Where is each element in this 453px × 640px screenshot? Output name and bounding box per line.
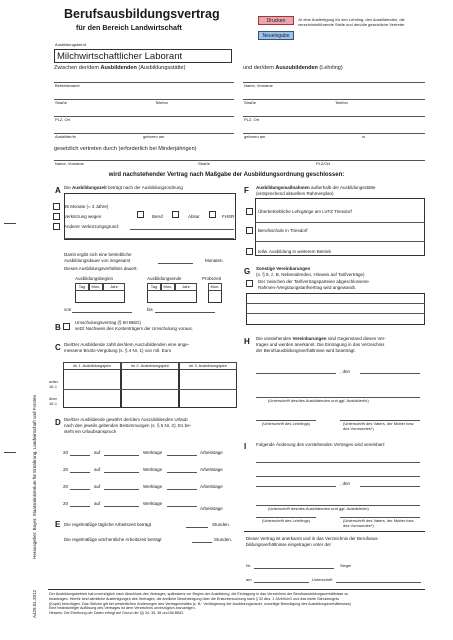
publisher-note: Herausgeber: Bayer. Staatsministerium für Ernährung, Landwirtschaft und Forsten bbox=[32, 395, 37, 559]
register-divider bbox=[244, 531, 425, 532]
postcode-label: PLZ, Ort bbox=[55, 117, 71, 122]
workdays-label: Werktage bbox=[143, 484, 163, 489]
section-i-letter: I bbox=[244, 442, 247, 451]
date-label: , den bbox=[340, 481, 351, 486]
workdays-label: Werktage bbox=[143, 501, 163, 506]
duration-field[interactable] bbox=[158, 263, 193, 264]
abitur-label: Abitur bbox=[188, 214, 200, 219]
register-number-label: Nr. bbox=[246, 563, 252, 568]
on-label: auf bbox=[94, 501, 101, 506]
date-field[interactable] bbox=[360, 373, 420, 374]
postcode-label: PLZ, Ort bbox=[244, 117, 260, 122]
retraining-checkbox[interactable] bbox=[63, 323, 70, 330]
school-label: Berufsschule in Triesdorf bbox=[258, 228, 308, 233]
year3-header: im 3. Ausbildungsjahr bbox=[179, 362, 237, 370]
total-duration-text: Damit ergibt sich eine betriebliche bbox=[64, 252, 132, 257]
days-field[interactable] bbox=[167, 506, 197, 507]
phone-label: Telefon bbox=[155, 100, 168, 105]
workingdays-label: Arbeitstage bbox=[200, 506, 223, 511]
year1-header: im 1. Ausbildungsjahr bbox=[63, 362, 121, 370]
guardian-name-label: Name, Vorname bbox=[55, 161, 84, 166]
copies-note: Je eine Ausfertigung für den Lehrling, den Ausbildenden, die verzeichnisführende Stelle und den/die gesetzliche Vertreter bbox=[298, 17, 405, 27]
on-label: auf bbox=[94, 450, 101, 455]
date-field[interactable] bbox=[360, 486, 420, 487]
acknowledgement-text: trages und werden anerkannt. Die Eintragung in das Verzeichnis bbox=[256, 342, 385, 347]
field-line bbox=[246, 303, 425, 304]
register-date-label: am bbox=[246, 577, 252, 582]
section-a-letter: A bbox=[55, 186, 61, 195]
over16-label: über 16 J. bbox=[49, 396, 58, 406]
fold-mark bbox=[4, 452, 16, 453]
field-line[interactable] bbox=[64, 238, 234, 239]
other-company-label: teilw. Ausbildung in weiterem Betrieb bbox=[258, 249, 332, 254]
trainer-heading: Zwischen der/dem Ausbildenden (Ausbildungsstätte) bbox=[54, 65, 186, 71]
seal-label: Siegel bbox=[340, 563, 352, 568]
on-label: auf bbox=[94, 467, 101, 472]
start-month-cell[interactable]: Mon. bbox=[89, 283, 103, 291]
hours-unit: Stunden. bbox=[214, 537, 233, 542]
under16-label: unter 16 J. bbox=[49, 379, 59, 389]
place-field[interactable] bbox=[256, 486, 336, 487]
end-date-field[interactable] bbox=[147, 291, 197, 303]
street-label: Straße bbox=[55, 100, 68, 105]
days-field[interactable] bbox=[167, 472, 197, 473]
from-field[interactable] bbox=[72, 312, 132, 313]
other-agreements-text: (s. § 9, z. B. Nebenabreden, Hinweis auf Tarifverträge) bbox=[256, 272, 365, 277]
field-line[interactable] bbox=[54, 116, 234, 117]
other-agreements-title: Sonstige Vereinbarungen bbox=[256, 266, 311, 271]
holiday-text: steht ein Urlaubsanspruch bbox=[64, 429, 117, 434]
date-label: , den bbox=[340, 369, 351, 374]
other-reason-field[interactable] bbox=[130, 229, 234, 230]
days-field[interactable] bbox=[167, 489, 197, 490]
school-checkbox[interactable] bbox=[246, 227, 253, 234]
lvfz-label: Überbetriebliche Lehrgänge am LVFZ Triesdorf bbox=[258, 209, 352, 214]
year-field[interactable] bbox=[70, 472, 90, 473]
footer-line: Eine beabsichtigte Auflösung des Vertrages ist dem Verzeichnis unverzüglich anzuzeigen. bbox=[49, 606, 196, 611]
field-line bbox=[246, 313, 425, 314]
measures-box bbox=[255, 198, 425, 256]
form-subtitle: für den Bereich Landwirtschaft bbox=[76, 23, 182, 32]
guardian-postcode-label: PLZ/Ort bbox=[316, 161, 331, 166]
field-line bbox=[255, 241, 425, 242]
acknowledgement-text: der Berufsausbildungsverhältnisse wird beantragt. bbox=[256, 348, 356, 353]
end-year-cell[interactable]: Jahr bbox=[175, 283, 197, 291]
section-a-text: Die Ausbildungszeit beträgt nach der Ausbildungsordnung bbox=[64, 185, 183, 190]
measures-text: Ausbildungsmaßnahmen außerhalb der Ausbildungsstätte bbox=[256, 185, 376, 190]
fold-mark bbox=[4, 223, 16, 224]
trainer-signature-label: (Unterschrift des/des Ausbildenden und ggf. Ausbilder/in) bbox=[268, 398, 369, 403]
section-d-letter: D bbox=[55, 418, 61, 427]
parent-signature-label: (Unterschrift des Vaters, der Mutter bzw. des Vormundes*) bbox=[343, 421, 415, 431]
agreement-heading: wird nachstehender Vertrag nach Maßgabe der Ausbildungsordnung geschlossen: bbox=[108, 172, 345, 178]
place-field[interactable] bbox=[256, 373, 336, 374]
holiday-text: Die/Der Ausbildende gewährt der/dem Auszubildenden Urlaub bbox=[64, 417, 188, 422]
shortening-checkbox[interactable] bbox=[53, 213, 60, 220]
year2-header: im 2. Ausbildungsjahr bbox=[121, 362, 179, 370]
field-line bbox=[255, 222, 425, 223]
days-field[interactable] bbox=[104, 506, 139, 507]
probation-label: Probezeit bbox=[202, 276, 222, 281]
section-e-letter: E bbox=[55, 520, 61, 529]
other-reason-label: Anderer Verkürzungsgrund: bbox=[64, 224, 120, 229]
to-label: bis bbox=[147, 307, 153, 312]
acknowledgement-text: Die umstehenden Vereinbarungen sind Gegenstand dieses Ver- bbox=[256, 336, 386, 341]
weekly-hours-field[interactable] bbox=[192, 542, 212, 543]
register-number-field[interactable] bbox=[254, 568, 334, 569]
footer-notes bbox=[49, 592, 425, 616]
shortening-label: Verkürzung wegen bbox=[64, 214, 102, 219]
total-duration-text: Ausbildungsdauer von insgesamt bbox=[64, 258, 131, 263]
guardian-street-label: Straße bbox=[198, 161, 211, 166]
year-field[interactable] bbox=[70, 489, 90, 490]
lvfz-checkbox[interactable] bbox=[246, 208, 253, 215]
end-label: Ausbildungsende bbox=[147, 276, 182, 281]
tariff-text: Rahmen-/Vergütungstarifvertrag wird angewandt. bbox=[258, 285, 357, 290]
hours-unit: Stunden. bbox=[212, 522, 231, 527]
field-line[interactable] bbox=[54, 160, 425, 161]
street-label: Straße bbox=[244, 100, 257, 105]
occupation-value: Milchwirtschaftlicher Laborant bbox=[57, 51, 183, 62]
occupation-label: Ausbildungsberuf bbox=[55, 42, 86, 47]
months-unit: Monaten. bbox=[205, 258, 224, 263]
trainee-heading: und der/dem Auszubildenden (Lehrling) bbox=[243, 65, 343, 71]
pay-divider bbox=[63, 389, 237, 390]
retraining-text: setzt Nachweis des Kostenträgers der Umschulung voraus. bbox=[75, 326, 194, 331]
birthdate-label: geboren am bbox=[143, 134, 165, 139]
trainee-signature-label: (Unterschrift des Lehrlings) bbox=[262, 421, 311, 426]
trainee-signature-label: (Unterschrift des Lehrlings) bbox=[262, 518, 311, 523]
daily-hours-text: Die regelmäßige tägliche Arbeitszeit beträgt bbox=[64, 522, 152, 527]
field-line[interactable] bbox=[256, 476, 420, 477]
footer-divider bbox=[48, 589, 425, 590]
field-line[interactable] bbox=[243, 99, 425, 100]
print-button[interactable]: Drucken bbox=[258, 16, 294, 25]
year-prefix: 20 bbox=[63, 450, 69, 455]
trainer-signature-label: (Unterschrift des/des Ausbildenden und ggf. Ausbilder/in) bbox=[268, 506, 369, 511]
tariff-checkbox[interactable] bbox=[246, 280, 253, 287]
end-day-cell[interactable]: Tag bbox=[147, 283, 161, 291]
amendment-text: Folgende Änderung des vorstehenden Vertrages wird vereinbart: bbox=[256, 442, 386, 447]
start-day-cell[interactable]: Tag bbox=[75, 283, 89, 291]
remuneration-text: Die/Der Ausbildende zahlt der/dem Auszubildenden eine ange- bbox=[64, 342, 190, 347]
instructor-label: Ausbilder/in bbox=[55, 134, 76, 139]
parent-signature-label: (Unterschrift des Vaters, der Mutter bzw. des Vormundes*) bbox=[343, 518, 415, 528]
section-b-letter: B bbox=[55, 323, 61, 332]
other-reason-checkbox[interactable] bbox=[53, 223, 60, 230]
retraining-text: Umschulungsvertrag (§ 60 BBiG) bbox=[75, 320, 142, 325]
days-field[interactable] bbox=[104, 455, 139, 456]
holiday-text: nach den jeweils geltenden Bestimmungen (s. § 5 Nr. 2). Es be- bbox=[64, 423, 192, 428]
year-field[interactable] bbox=[70, 455, 90, 456]
tariff-text: Der zwischen der Tarifvertragsparteien abgeschlossene bbox=[258, 279, 369, 284]
year-prefix: 20 bbox=[63, 501, 69, 506]
field-line[interactable] bbox=[54, 82, 234, 83]
year-prefix: 20 bbox=[63, 484, 69, 489]
to-field[interactable] bbox=[155, 312, 215, 313]
workingdays-label: Arbeitstage bbox=[200, 467, 223, 472]
trainee-name-label: Name, Vorname bbox=[244, 83, 273, 88]
remuneration-text: messene Brutto-Vergütung (s. § 4 Nr. 1) von mtl. Euro bbox=[64, 348, 172, 353]
section-h-letter: H bbox=[244, 337, 250, 346]
new-entry-button[interactable]: Neueingabe bbox=[258, 31, 294, 40]
register-signature-field[interactable] bbox=[336, 582, 421, 583]
register-date-field[interactable] bbox=[254, 582, 309, 583]
days-field[interactable] bbox=[104, 472, 139, 473]
year-field[interactable] bbox=[70, 506, 90, 507]
phone-label: Telefon bbox=[335, 100, 348, 105]
fhsr-checkbox[interactable] bbox=[209, 211, 216, 218]
on-label: auf bbox=[94, 484, 101, 489]
guardian-heading: gesetzlich vertreten durch (erforderlich bei Minderjährigen) bbox=[54, 146, 197, 152]
daily-hours-field[interactable] bbox=[186, 527, 208, 528]
workdays-label: Werktage bbox=[143, 450, 163, 455]
birthplace-label: in bbox=[362, 134, 366, 139]
end-month-cell[interactable]: Mon. bbox=[161, 283, 175, 291]
start-date-field[interactable] bbox=[75, 291, 125, 303]
workingdays-label: Arbeitstage bbox=[200, 450, 223, 455]
form-code: A429.01.2012 bbox=[32, 590, 37, 619]
months-checkbox[interactable] bbox=[53, 203, 60, 210]
form-title: Berufsausbildungsvertrag bbox=[64, 7, 220, 21]
footer-line: Der Ausbildungsbetrieb hat unverzüglich nach Abschluss des Vertrages, spätestens vor Beginn der Ausbildung, die Eintragung in das Verzeichnis der Berufsausbildungsverhältnisse zu bbox=[49, 592, 349, 596]
abitur-checkbox[interactable] bbox=[172, 211, 179, 218]
footer-line: Hinweis: Die Erhebung der Daten erfolgt auf Grund der §§ 34, 35, 36 und 88 BBiG. bbox=[49, 611, 185, 616]
other-agreements-field[interactable] bbox=[246, 293, 425, 325]
footer-line: (Kopie) beizufügen. Das Gleiche gilt bei wesentlichen Änderungen des Vertragsinhaltes (z. B.: Verlängerung der Ausbildungsdauer, vorzeitige Beendigung des Ausbildungsverhältnisses) bbox=[49, 601, 351, 606]
other-company-checkbox[interactable] bbox=[246, 248, 253, 255]
probation-month-cell[interactable]: Mon. bbox=[208, 283, 222, 291]
register-text: bildungsverhältnisse eingetragen unter der bbox=[246, 542, 332, 547]
workingdays-label: Arbeitstage bbox=[200, 484, 223, 489]
fhsr-label: FHSR bbox=[222, 214, 235, 219]
measures-paren: (entsprechend aktuellem Rahmenplan) bbox=[256, 191, 334, 196]
field-line[interactable] bbox=[243, 116, 425, 117]
workdays-label: Werktage bbox=[143, 467, 163, 472]
year-prefix: 20 bbox=[63, 467, 69, 472]
weekly-hours-text: Die regelmäßige wöchentliche Arbeitszeit beträgt bbox=[64, 537, 162, 542]
days-field[interactable] bbox=[167, 455, 197, 456]
probation-field[interactable] bbox=[208, 291, 222, 303]
from-label: von bbox=[64, 307, 72, 312]
start-label: Ausbildungsbeginn bbox=[75, 276, 114, 281]
beruf-label: Beruf bbox=[152, 214, 163, 219]
register-text: Dieser Vertrag ist anerkannt und in das Verzeichnis der Berufsaus- bbox=[246, 536, 379, 541]
field-line[interactable] bbox=[256, 462, 420, 463]
months-label: 36 Monate (= 3 Jahre) bbox=[64, 204, 109, 209]
section-g-letter: G bbox=[244, 267, 251, 276]
footer-line: beantragen. Hierfür sind sämtliche Ausfertigungen des Vertrages, die ärztliche Bescheinigung über die Erstuntersuchung nach § 32 Abs. 1 JArbSchG und das letzte Schulzeugnis bbox=[49, 596, 340, 601]
birthdate-label: geboren am bbox=[244, 134, 266, 139]
start-year-cell[interactable]: Jahr bbox=[103, 283, 125, 291]
days-field[interactable] bbox=[104, 489, 139, 490]
company-name-label: Betriebsname bbox=[55, 83, 80, 88]
field-line[interactable] bbox=[54, 99, 234, 100]
field-line[interactable] bbox=[243, 133, 425, 134]
register-signature-label: Unterschrift bbox=[312, 577, 333, 582]
beruf-checkbox[interactable] bbox=[137, 211, 144, 218]
section-f-letter: F bbox=[244, 186, 249, 195]
duration-label: Dieses Ausbildungsverhältnis dauert: bbox=[64, 266, 138, 271]
section-c-letter: C bbox=[55, 343, 61, 352]
